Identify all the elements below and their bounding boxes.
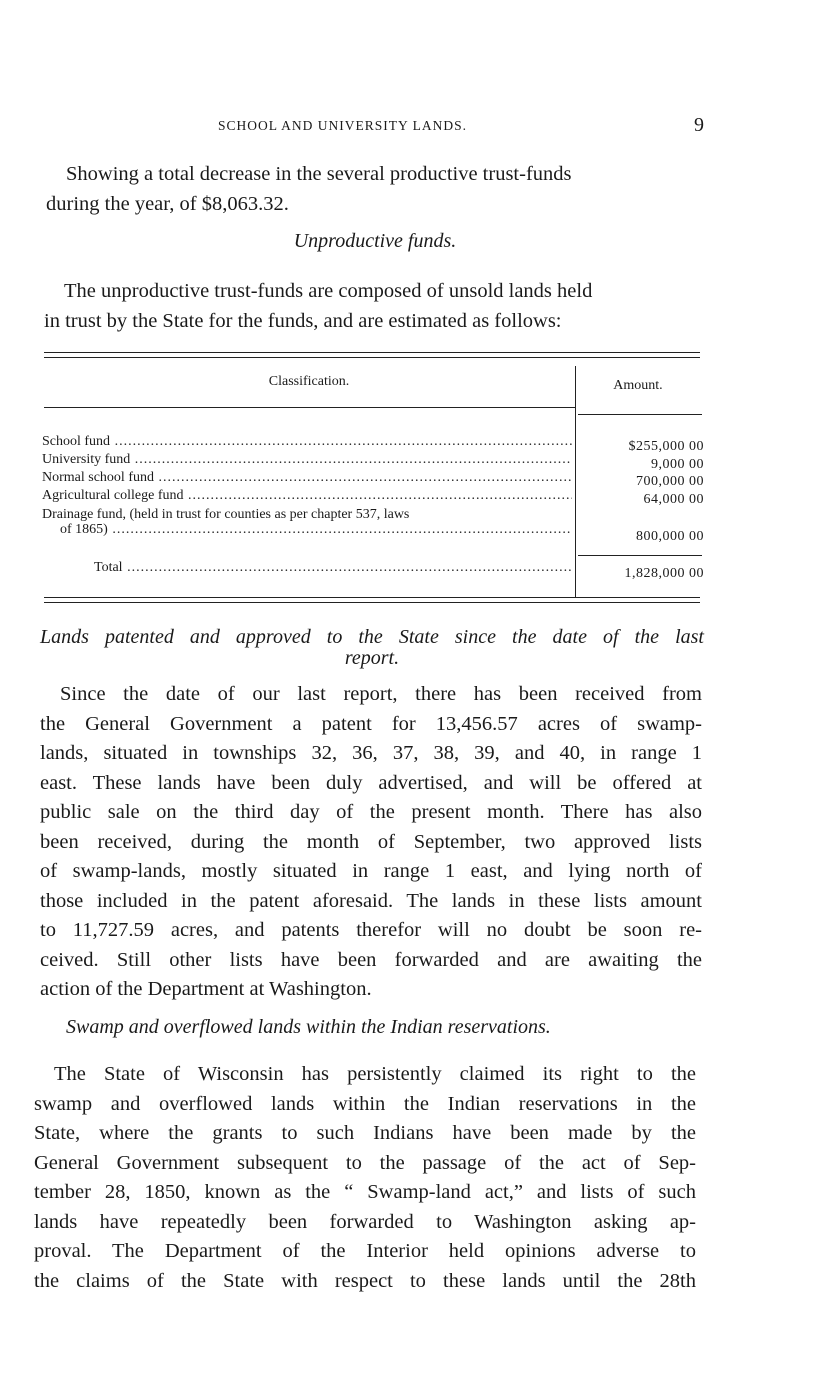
section-heading-swamp: Swamp and overflowed lands within the Indian reservations.: [66, 1016, 551, 1038]
text-line: those included in the patent aforesaid. The lands in these lists amount: [40, 889, 702, 912]
text-line: to 11,727.59 acres, and patents therefor will no doubt be soon re-: [40, 919, 702, 941]
column-header-amount: Amount.: [613, 378, 663, 393]
text-line: proval. The Department of the Interior held opinions adverse to: [34, 1240, 696, 1262]
row-amount: $255,000 00: [628, 439, 704, 454]
column-header-classification: Classification.: [268, 374, 350, 389]
section-heading-unproductive: Unproductive funds.: [293, 230, 457, 252]
row-label: School fund .....: [42, 434, 572, 449]
running-head-title: SCHOOL AND UNIVERSITY LANDS.: [218, 118, 468, 133]
text-line: Showing a total decrease in the several productive trust-funds: [66, 163, 572, 185]
text-line: east. These lands have been duly advertised, and will be offered at: [40, 771, 702, 794]
row-amount: 800,000 00: [636, 529, 704, 544]
row-label: Drainage fund, (held in trust for counties as per chapter 537, laws: [42, 507, 410, 522]
text-line: swamp and overflowed lands within the Indian reservations in the: [34, 1092, 696, 1115]
table-rule: [44, 407, 576, 408]
swamp-paragraph: [34, 1060, 696, 1296]
text-line: action of the Department at Washington.: [40, 978, 372, 1000]
intro-paragraph: [46, 160, 708, 219]
text-line: the claims of the State with respect to these lands until the 28th: [34, 1269, 696, 1292]
text-line: lands, situated in townships 32, 36, 37, 38, 39, and 40, in range 1: [40, 742, 702, 764]
row-label: Agricultural college fund .....: [42, 488, 572, 503]
table-rule: [578, 555, 702, 556]
row-label: University fund .....: [42, 452, 572, 467]
table-rule: [44, 602, 700, 603]
text-line: the General Government a patent for 13,456.57 acres of swamp-: [40, 712, 702, 735]
row-label: Normal school fund .....: [42, 470, 572, 485]
unproductive-paragraph: [44, 277, 706, 336]
total-amount: 1,828,000 00: [624, 566, 704, 581]
text-line: tember 28, 1850, known as the “ Swamp-land act,” and lists of such: [34, 1181, 696, 1203]
lands-patented-paragraph: [40, 680, 702, 1005]
text-line: ceived. Still other lists have been forwarded and are awaiting the: [40, 948, 702, 971]
text-line: The unproductive trust-funds are composed of unsold lands held: [64, 280, 593, 302]
row-amount: 9,000 00: [651, 457, 704, 472]
table-rule: [44, 597, 700, 598]
text-line: during the year, of $8,063.32.: [46, 192, 289, 215]
text-line: public sale on the third day of the present month. There has also: [40, 801, 702, 823]
running-head: [0, 114, 824, 142]
table-column-divider: [575, 366, 576, 598]
section-heading-lands-patented: Lands patented and approved to the State since the date of the last: [40, 626, 704, 648]
text-line: in trust by the State for the funds, and are estimated as follows:: [44, 309, 562, 332]
text-line: State, where the grants to such Indians have been made by the: [34, 1122, 696, 1144]
row-amount: 700,000 00: [636, 474, 704, 489]
section-heading-lands-patented-cont: report.: [344, 647, 400, 669]
text-line: General Government subsequent to the passage of the act of Sep-: [34, 1151, 696, 1174]
text-line: The State of Wisconsin has persistently claimed its right to the: [54, 1063, 696, 1085]
total-label: Total .....: [94, 560, 572, 575]
table-rule: [578, 414, 702, 415]
page-number: 9: [694, 114, 704, 136]
text-line: of swamp-lands, mostly situated in range 1 east, and lying north of: [40, 860, 702, 882]
text-line: been received, during the month of September, two approved lists: [40, 830, 702, 853]
row-amount: 64,000 00: [643, 492, 704, 507]
text-line: lands have repeatedly been forwarded to Washington asking ap-: [34, 1210, 696, 1233]
row-label-continued: of 1865) .....: [60, 522, 572, 537]
table-rule: [44, 357, 700, 358]
text-line: Since the date of our last report, there has been received from: [60, 683, 702, 705]
table-rule: [44, 352, 700, 353]
